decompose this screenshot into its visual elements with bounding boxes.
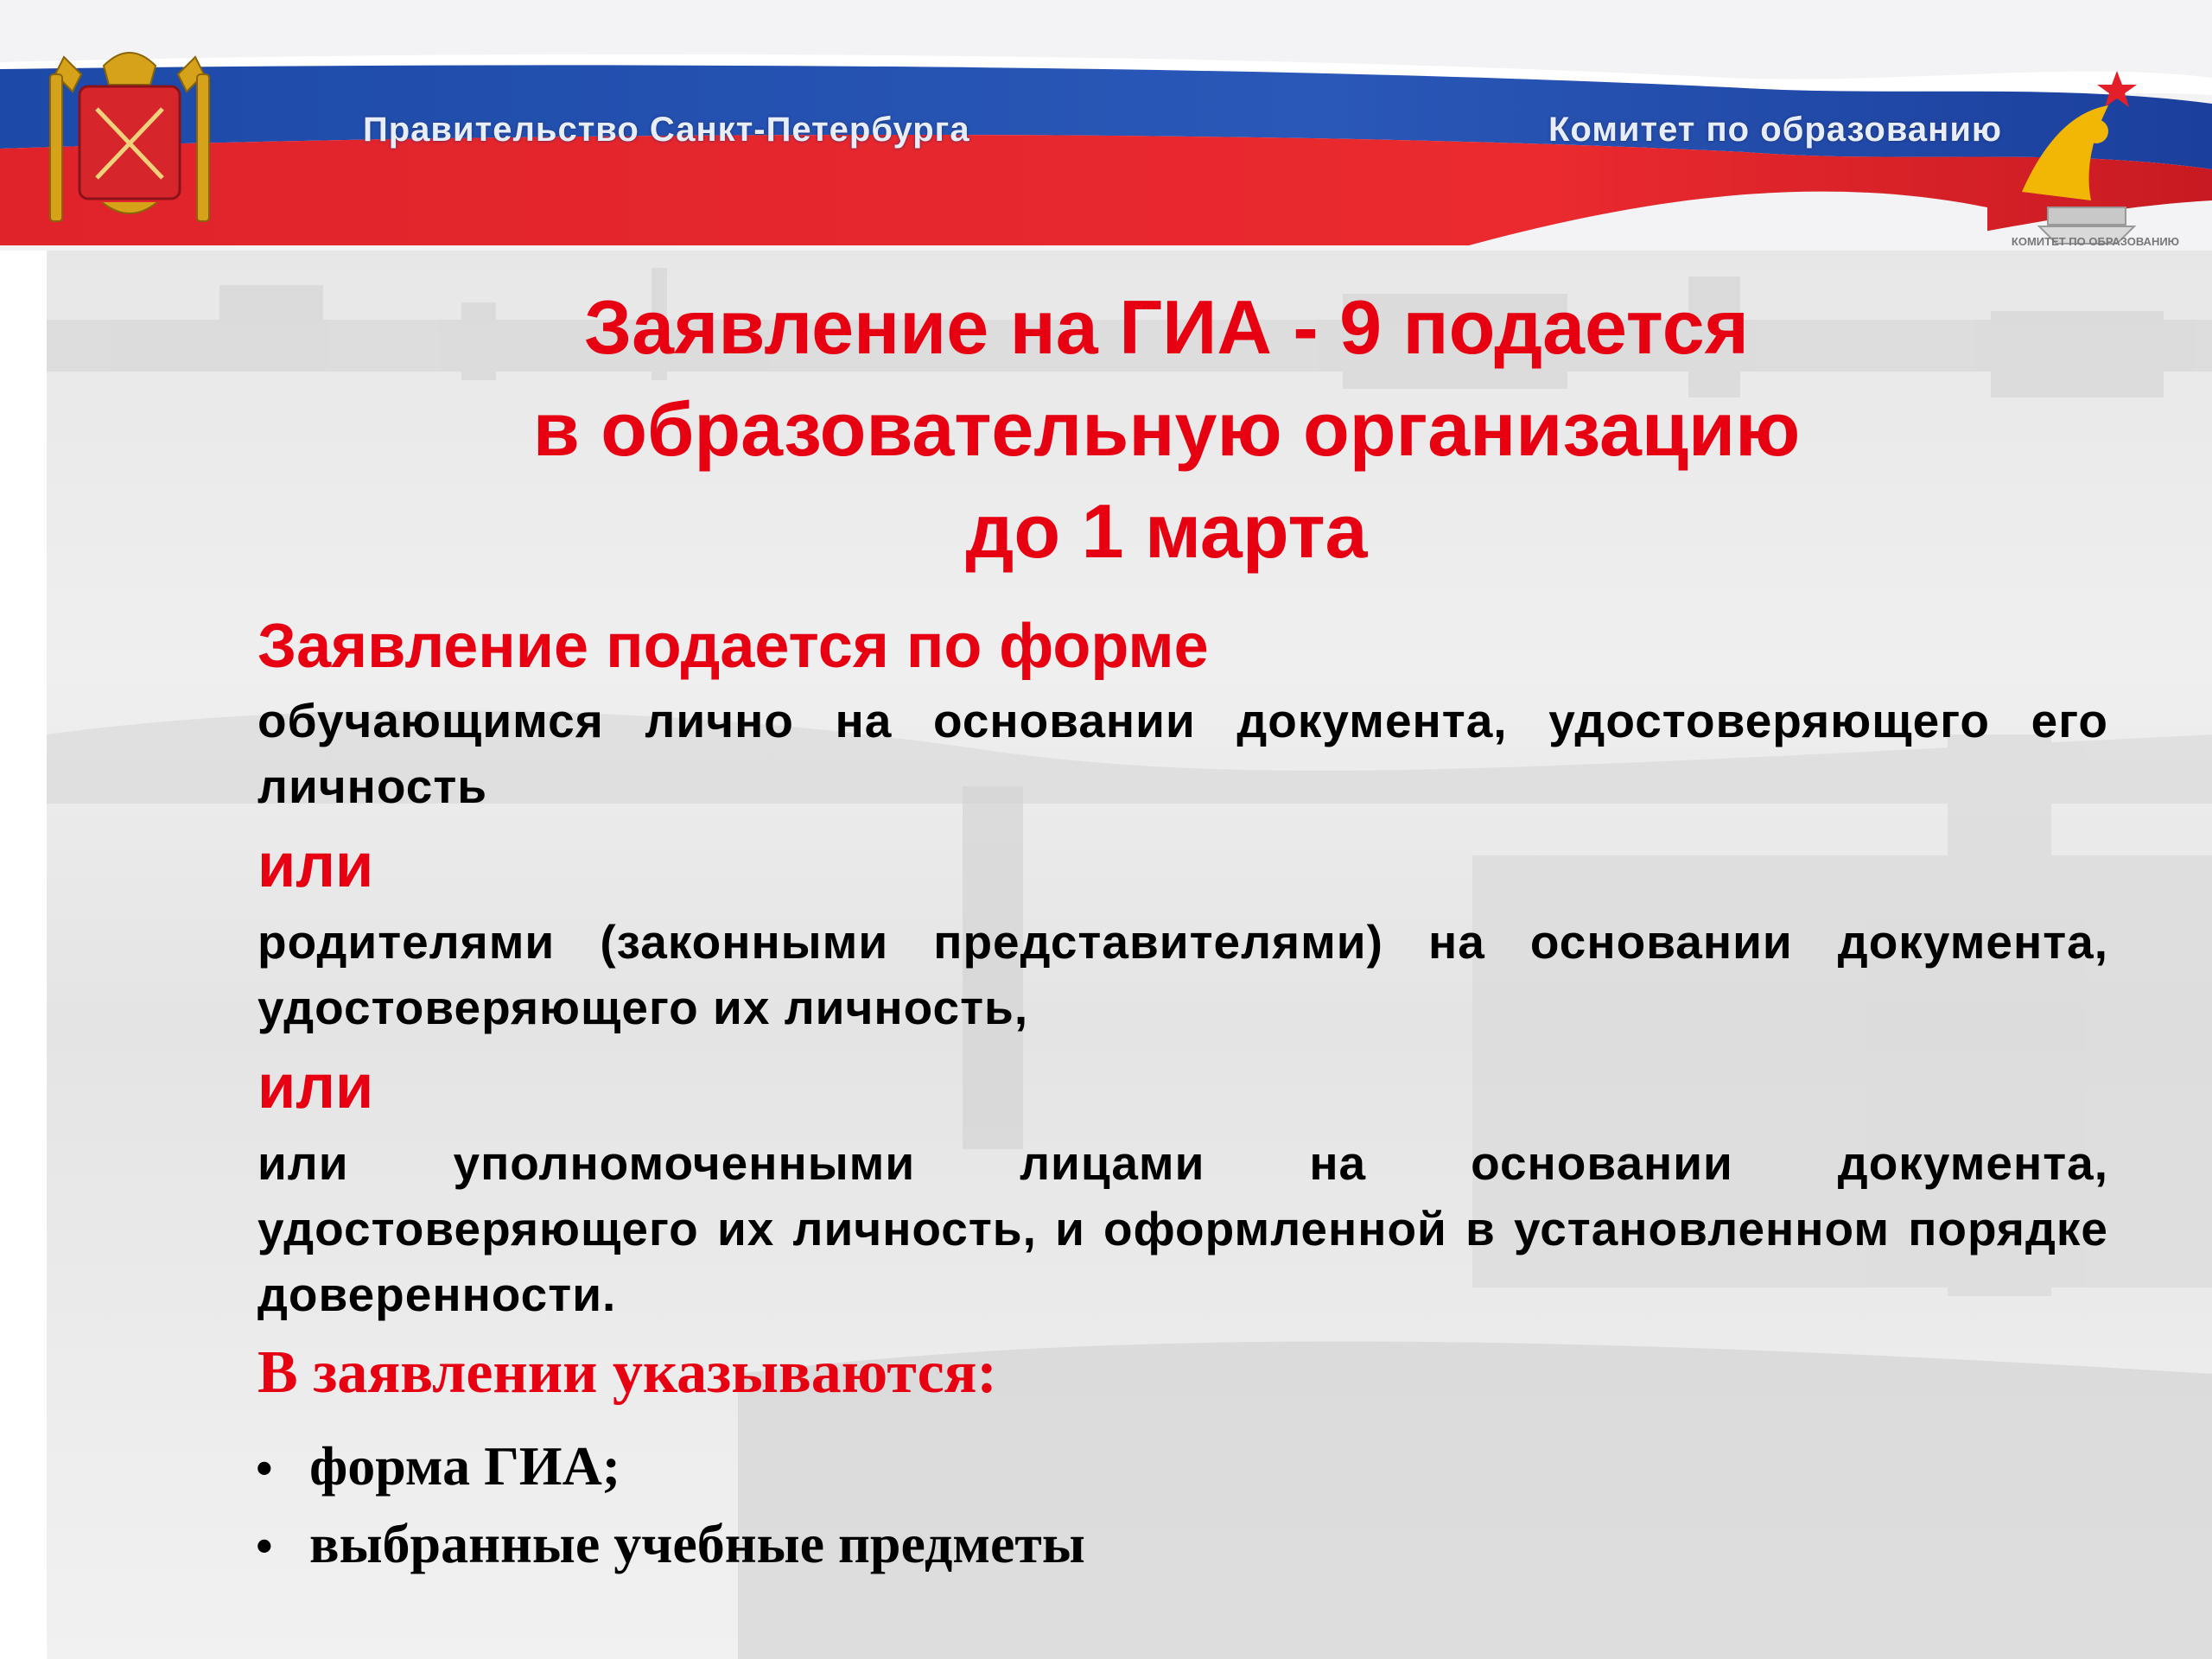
logo-caption-line: КОМИТЕТ ПО ОБРАЗОВАНИЮ [2011,235,2180,248]
title-line: Заявление на ГИА - 9 подается [583,284,1750,370]
list-item [256,1434,1085,1512]
list-item-text: выбранные учебные предметы [309,1513,1085,1574]
paragraph-parents: родителями (законными представителями) на основании документа, удостоверяющего их личность, [257,915,2108,1034]
form-subtitle: Заявление подается по форме [257,612,1209,681]
bullet-icon: • [256,1442,273,1496]
government-label: Правительство Санкт-Петербурга [363,111,970,149]
or-label: или [257,1052,374,1122]
title-line: до 1 марта [965,488,1368,574]
or-label: или [257,831,374,900]
list-item-text: форма ГИА; [309,1435,621,1497]
section-heading: В заявлении указываются: [257,1339,997,1406]
list-item [256,1512,1085,1590]
paragraph-student: обучающимся лично на основании документа, удостоверяющего его личность [257,694,2108,813]
bullet-icon: • [256,1520,273,1573]
title-line: в образовательную организацию [532,386,1801,472]
paragraph-proxies: или уполномоченными лицами на основании документа, удостоверяющего их личность, и оформленной в установленном порядке доверенности. [257,1136,2108,1321]
committee-label: Комитет по образованию [1548,111,2003,149]
slide-title [259,276,2074,582]
bullet-list [256,1434,1085,1590]
